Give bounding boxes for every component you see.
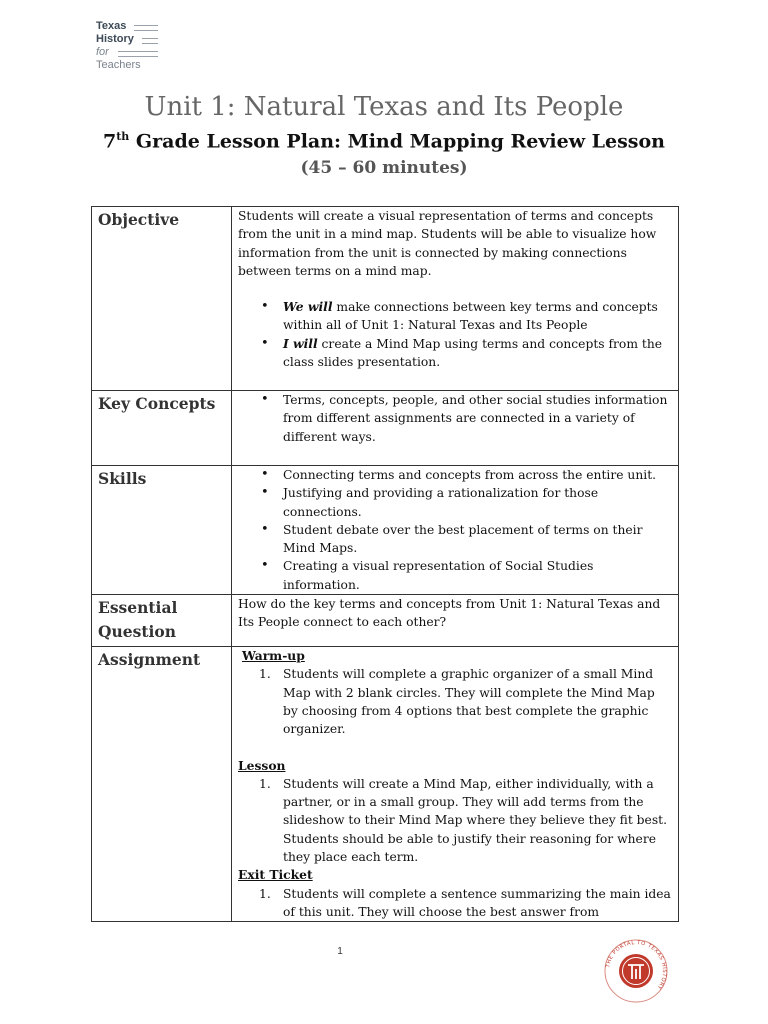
item-text: Students will complete a sentence summarizing the main idea of this unit. They will choose the best answer from [283,886,671,919]
item-text: Students will create a Mind Map, either individually, with a partner, or in a small group. They will add terms from the slideshow to their Mind Map where they believe they fit best. Students should be able to justify their reasoning for where they place each term. [283,776,667,865]
list-item: • Terms, concepts, people, and other social studies information from different assignments are connected in a variety of different ways. [283,391,672,446]
skills-bullets [238,466,672,594]
unit-title: Unit 1: Natural Texas and Its People [144,92,624,122]
texas-history-for-teachers-logo [96,20,162,78]
lesson-list [238,775,672,866]
table-row-objective [92,207,679,391]
key-concepts-label: Key Concepts [92,391,232,466]
emphasis-text: I will [283,335,318,351]
logo-line-for: for [96,46,109,58]
list-item: • Student debate over the best placement of terms on their Mind Maps. [283,521,672,558]
grade-superscript: th [116,130,130,143]
logo-line-history: History [96,33,134,45]
warmup-list [238,665,672,738]
page-number: 1 [337,946,343,957]
objective-bullets [238,298,672,371]
table-row-key-concepts [92,391,679,466]
bullet-text: create a Mind Map using terms and concepts from the class slides presentation. [283,336,663,370]
seal-text: THE PORTAL TO TEXAS HISTORY [605,939,668,991]
table-row-essential-question [92,595,679,647]
lesson-plan-table [91,206,679,922]
logo-rule [118,56,158,57]
item-number: 1. [259,886,271,901]
list-item: • Creating a visual representation of Social Studies information. [283,557,672,594]
bullet-text: make connections between key terms and concepts within all of Unit 1: Natural Texas and Its People [283,300,658,333]
emphasis-text: We will [283,299,333,315]
list-item [283,298,672,335]
list-item: • Justifying and providing a rationalization for those connections. [283,484,672,521]
logo-rule [142,38,158,39]
essential-question-label [92,595,232,647]
key-concepts-bullets [238,391,672,446]
assignment-content [232,647,679,922]
logo-line-texas: Texas [96,20,127,32]
objective-content [232,207,679,391]
exit-ticket-list [238,885,672,922]
list-item [259,775,672,866]
exit-ticket-heading: Exit Ticket [238,867,313,883]
essential-question-content: How do the key terms and concepts from Unit 1: Natural Texas and Its People connect to each other? [232,595,679,647]
lesson-heading: Lesson [238,757,286,773]
item-number: 1. [259,776,271,791]
item-text: Students will complete a graphic organizer of a small Mind Map with 2 blank circles. They will complete the Mind Map by choosing from 4 options that best complete the graphic organizer. [283,667,655,737]
objective-label: Objective [92,207,232,391]
logo-rule [134,30,158,31]
list-item [259,665,672,738]
subtitle-text: Grade Lesson Plan: Mind Mapping Review Lesson [129,130,665,153]
objective-intro: Students will create a visual representation of terms and concepts from the unit in a mind map. Students will be able to visualize how information from the unit is connected by making connections between terms on a mind map. [238,209,657,278]
label-line: Essential [98,598,178,618]
skills-label: Skills [92,466,232,595]
label-line: Question [98,622,177,642]
portal-to-texas-history-seal-icon [603,938,669,1004]
logo-rule [118,51,158,52]
logo-rule [142,43,158,44]
list-item [259,885,672,922]
assignment-label: Assignment [92,647,232,922]
logo-rule [134,25,158,26]
list-item [283,335,672,372]
skills-content [232,466,679,595]
item-number: 1. [259,667,271,682]
grade-number: 7 [102,130,117,153]
lesson-plan-subtitle [0,130,768,152]
lesson-duration: (45 – 60 minutes) [300,158,468,178]
logo-line-teachers: Teachers [96,59,141,71]
table-row-assignment [92,647,679,922]
table-row-skills [92,466,679,595]
key-concepts-content [232,391,679,466]
warmup-heading: Warm-up [242,648,305,664]
list-item: • Connecting terms and concepts from across the entire unit. [283,466,672,484]
